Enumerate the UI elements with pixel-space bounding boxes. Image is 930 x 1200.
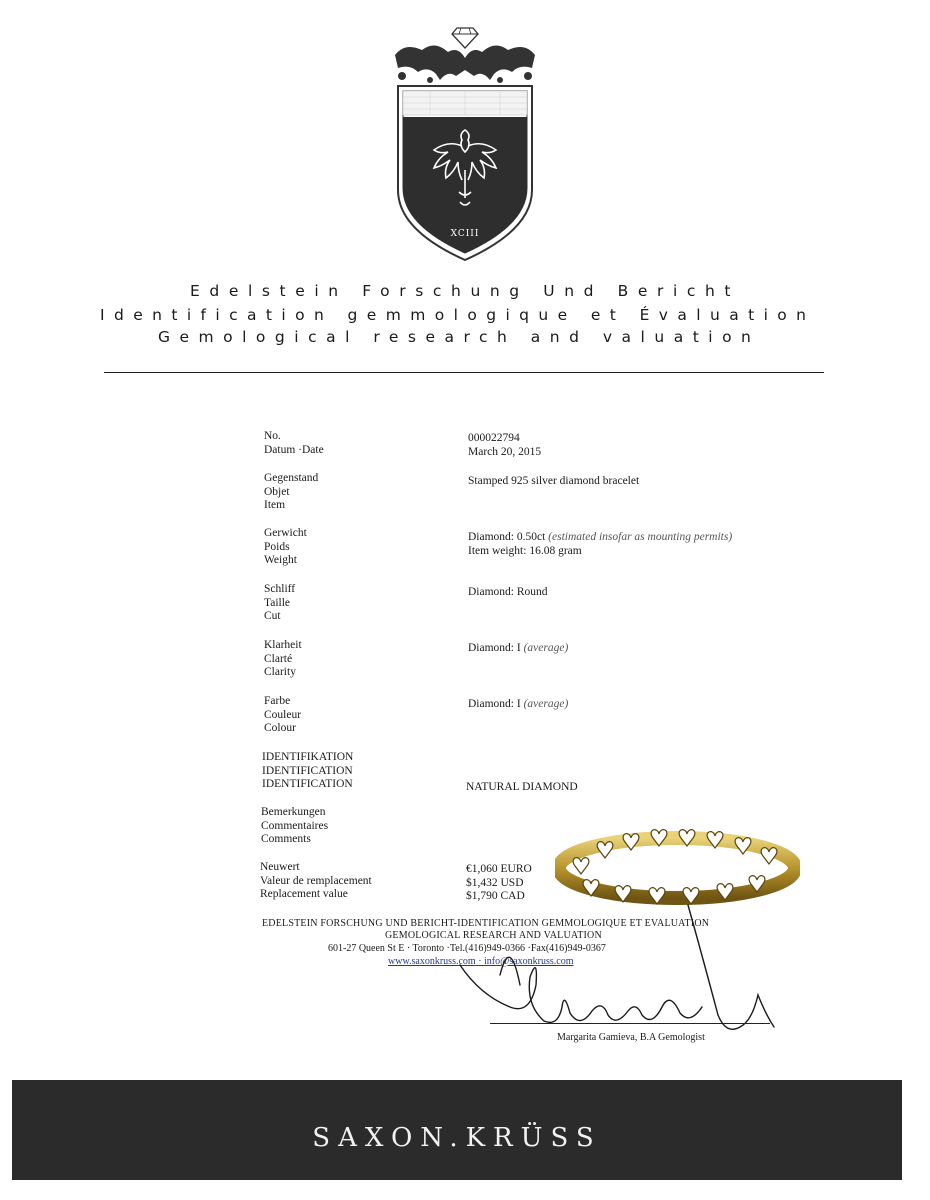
email-link[interactable]: info@saxonkruss.com: [484, 956, 574, 967]
crest-logo: [390, 20, 540, 265]
colour-value: Diamond: I (average): [468, 698, 569, 710]
number-label: No. Datum ·Date: [264, 430, 324, 456]
cut-value: Diamond: Round: [468, 586, 548, 598]
cut-label: Schliff Taille Cut: [264, 583, 296, 623]
website-link[interactable]: www.saxonkruss.com: [388, 956, 476, 967]
clarity-label: Klarheit Clarté Clarity: [264, 639, 302, 679]
brand-name: SAXON.KRÜSS: [312, 1123, 602, 1153]
item-label: Gegenstand Objet Item: [264, 472, 319, 512]
footer-links: www.saxonkruss.com · info@saxonkruss.com: [388, 956, 574, 967]
footer-subtitle-line: GEMOLOGICAL RESEARCH AND VALUATION: [385, 930, 602, 941]
brand-band: [12, 1080, 902, 1180]
identification-label: IDENTIFIKATION IDENTIFICATION IDENTIFICATION: [262, 751, 354, 791]
title-german: Edelstein Forschung Und Bericht: [190, 282, 741, 300]
mantling-ornament: [395, 45, 535, 83]
replacement-values: €1,060 EURO $1,432 USD $1,790 CAD: [466, 863, 532, 903]
replacement-label: Neuwert Valeur de remplacement Replacement value: [260, 861, 372, 901]
footer-address-line: 601-27 Queen St E · Toronto ·Tel.(416)949-0366 ·Fax(416)949-0367: [328, 943, 606, 954]
weight-value: Diamond: 0.50ct (estimated insofar as mounting permits) Item weight: 16.08 gram: [468, 531, 733, 557]
weight-note: (estimated insofar as mounting permits): [548, 531, 733, 543]
title-english: Gemological research and valuation: [158, 328, 761, 346]
clarity-value: Diamond: I (average): [468, 642, 569, 654]
identification-value: NATURAL DIAMOND: [466, 781, 578, 793]
number-value: 000022794 March 20, 2015: [468, 432, 542, 458]
title-french: Identification gemmologique et Évaluation: [100, 306, 816, 324]
title-divider: [104, 372, 824, 373]
crest-inscription: XCIII: [450, 229, 480, 239]
weight-label: Gerwicht Poids Weight: [264, 527, 307, 567]
colour-label: Farbe Couleur Colour: [264, 695, 302, 735]
footer-company-line: EDELSTEIN FORSCHUNG UND BERICHT-IDENTIFICATION GEMMOLOGIQUE ET EVALUATION: [262, 918, 710, 929]
item-value: Stamped 925 silver diamond bracelet: [468, 475, 640, 487]
signatory-name: Margarita Gamieva, B.A Gemologist: [557, 1032, 705, 1043]
signature-line: [490, 1023, 770, 1024]
diamond-icon: [452, 28, 478, 48]
comments-label: Bemerkungen Commentaires Comments: [261, 806, 329, 846]
